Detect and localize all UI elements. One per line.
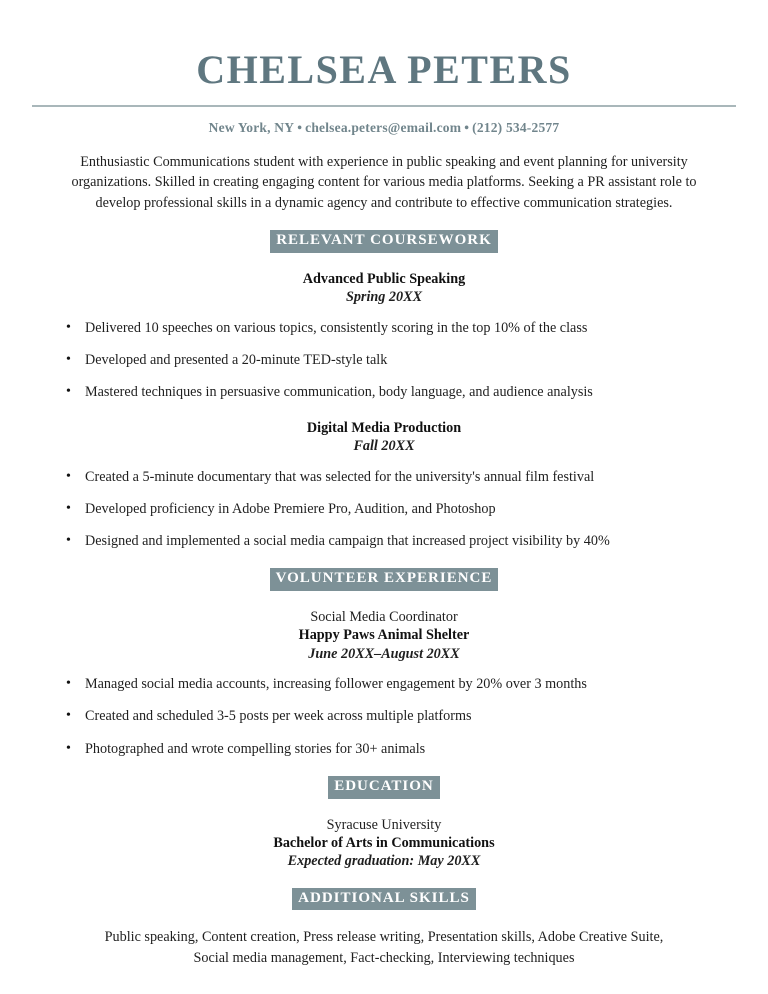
bullet-icon: • bbox=[66, 468, 71, 484]
volunteer-organization: Happy Paws Animal Shelter bbox=[298, 627, 470, 644]
candidate-name: CHELSEA PETERS bbox=[196, 47, 572, 92]
skills-line-1: Public speaking, Content creation, Press release writing, Presentation skills, Adobe Creative Suite, bbox=[104, 929, 664, 946]
skills-list bbox=[74, 927, 694, 968]
bullet-icon: • bbox=[66, 351, 71, 367]
section-education bbox=[32, 776, 736, 871]
course-date: Spring 20XX bbox=[345, 288, 423, 305]
header-divider bbox=[32, 105, 736, 107]
bullet-icon: • bbox=[66, 501, 71, 517]
list-item-text: Photographed and wrote compelling stories for 30+ animals bbox=[85, 740, 426, 757]
list-item bbox=[32, 468, 736, 487]
coursework-entry bbox=[32, 270, 736, 402]
section-heading-label: EDUCATION bbox=[328, 776, 440, 799]
section-heading-label: VOLUNTEER EXPERIENCE bbox=[270, 568, 499, 591]
volunteer-entry bbox=[32, 608, 736, 759]
contact-separator-1: • bbox=[297, 120, 303, 135]
contact-location: New York, NY bbox=[208, 120, 295, 135]
bullet-icon: • bbox=[66, 708, 71, 724]
course-title: Advanced Public Speaking bbox=[302, 270, 466, 287]
section-heading-label: RELEVANT COURSEWORK bbox=[270, 230, 498, 253]
resume-header bbox=[32, 0, 736, 136]
education-school: Syracuse University bbox=[326, 816, 442, 833]
education-degree: Bachelor of Arts in Communications bbox=[273, 834, 495, 851]
section-heading-label: ADDITIONAL SKILLS bbox=[292, 888, 476, 911]
bullet-icon: • bbox=[66, 533, 71, 549]
list-item-text: Mastered techniques in persuasive communication, body language, and audience analysis bbox=[85, 383, 593, 400]
section-heading-coursework bbox=[32, 230, 736, 253]
section-relevant-coursework bbox=[32, 230, 736, 552]
course-date: Fall 20XX bbox=[353, 438, 415, 455]
list-item bbox=[32, 383, 736, 402]
contact-phone[interactable]: (212) 534-2577 bbox=[472, 120, 560, 135]
list-item bbox=[32, 707, 736, 726]
skills-line-2: Social media management, Fact-checking, Interviewing techniques bbox=[193, 950, 575, 966]
list-item bbox=[32, 500, 736, 519]
course-title: Digital Media Production bbox=[306, 420, 462, 437]
bullet-icon: • bbox=[66, 319, 71, 335]
professional-summary: Enthusiastic Communications student with experience in public speaking and event planning for university organizations. Skilled in creating engaging content for various media platforms. Seeking a PR assistant role to develop professional skills in a dynamic agency and contribute to effective communication strategies. bbox=[71, 154, 697, 211]
contact-line bbox=[32, 120, 736, 136]
section-additional-skills bbox=[32, 888, 736, 969]
list-item bbox=[32, 532, 736, 551]
course-bullet-list bbox=[32, 319, 736, 403]
list-item-text: Created a 5-minute documentary that was selected for the university's annual film festival bbox=[85, 468, 595, 485]
volunteer-role: Social Media Coordinator bbox=[310, 609, 458, 626]
bullet-icon: • bbox=[66, 740, 71, 756]
bullet-icon: • bbox=[66, 676, 71, 692]
contact-email[interactable]: chelsea.peters@email.com bbox=[305, 120, 462, 135]
volunteer-date: June 20XX–August 20XX bbox=[308, 645, 460, 662]
list-item-text: Designed and implemented a social media campaign that increased project visibility by 40% bbox=[85, 533, 610, 550]
list-item-text: Developed proficiency in Adobe Premiere Pro, Audition, and Photoshop bbox=[85, 501, 496, 518]
section-heading-volunteer bbox=[32, 568, 736, 591]
coursework-entry bbox=[32, 419, 736, 551]
contact-separator-2: • bbox=[464, 120, 470, 135]
list-item bbox=[32, 740, 736, 759]
list-item bbox=[32, 675, 736, 694]
list-item-text: Developed and presented a 20-minute TED-style talk bbox=[85, 351, 388, 368]
list-item-text: Delivered 10 speeches on various topics, consistently scoring in the top 10% of the class bbox=[85, 319, 588, 336]
section-volunteer-experience bbox=[32, 568, 736, 758]
list-item-text: Created and scheduled 3-5 posts per week across multiple platforms bbox=[85, 708, 472, 725]
list-item-text: Managed social media accounts, increasing follower engagement by 20% over 3 months bbox=[85, 676, 587, 693]
education-graduation: Expected graduation: May 20XX bbox=[287, 852, 481, 869]
bullet-icon: • bbox=[66, 383, 71, 399]
course-bullet-list bbox=[32, 468, 736, 552]
education-entry bbox=[32, 816, 736, 871]
volunteer-bullet-list bbox=[32, 675, 736, 759]
section-heading-skills bbox=[32, 888, 736, 911]
list-item bbox=[32, 351, 736, 370]
section-heading-education bbox=[32, 776, 736, 799]
list-item bbox=[32, 319, 736, 338]
